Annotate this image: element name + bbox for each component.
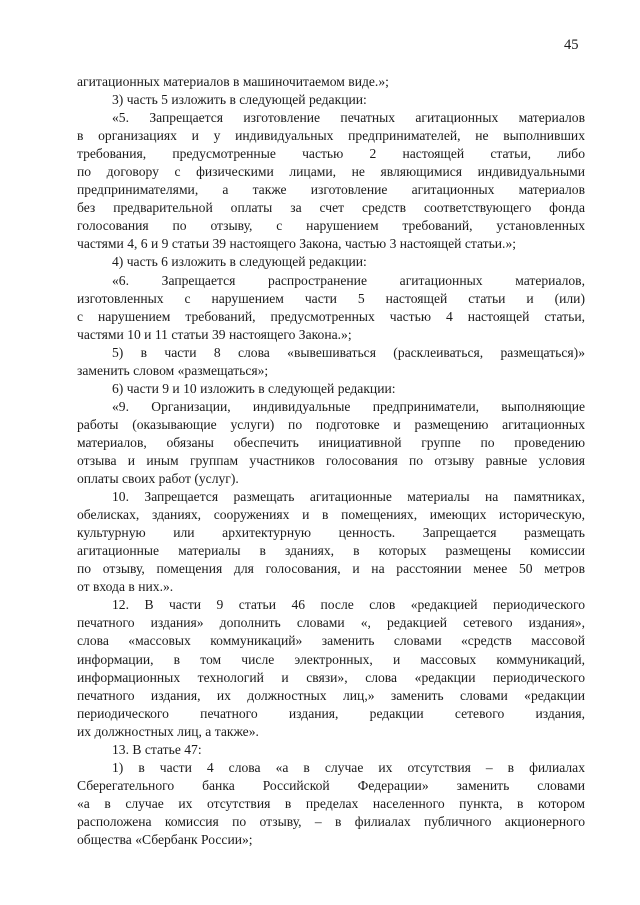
text-line: 1) в части 4 слова «а в случае их отсутствия – в филиалах bbox=[112, 759, 585, 775]
text-line: «6. Запрещается распространение агитационных материалов, bbox=[112, 272, 585, 288]
text-line: от входа в них.». bbox=[77, 579, 174, 595]
text-line: «а в случае их отсутствия в пределах населенного пункта, в котором bbox=[77, 795, 585, 811]
text-line: информации, в том числе электронных, и массовых коммуникаций, bbox=[77, 651, 585, 667]
text-line: по договору с физическими лицами, не являющимися индивидуальными bbox=[77, 164, 585, 180]
text-line: без предварительной оплаты за счет средств соответствующего фонда bbox=[77, 200, 585, 216]
text-line: 13. В статье 47: bbox=[112, 741, 202, 757]
page-number: 45 bbox=[564, 37, 579, 53]
text-line: оплаты своих работ (услуг). bbox=[77, 471, 239, 487]
text-line: по отзыву, помещения для голосования, и на расстоянии менее 50 метров bbox=[77, 561, 585, 577]
text-line: информационных технологий и связи», слова «редакции периодического bbox=[77, 669, 585, 685]
text-line: слова «массовых коммуникаций» заменить словами «средств массовой bbox=[77, 633, 585, 649]
document-body bbox=[77, 73, 585, 849]
text-line: 6) части 9 и 10 изложить в следующей редакции: bbox=[112, 380, 396, 396]
text-line: обелисках, зданиях, сооружениях и в помещениях, имеющих историческую, bbox=[77, 507, 585, 523]
text-line: культурную или архитектурную ценность. Запрещается размещать bbox=[77, 525, 585, 541]
text-line: расположена комиссия по отзыву, – в филиалах публичного акционерного bbox=[77, 813, 585, 829]
text-line: 12. В части 9 статьи 46 после слов «редакцией периодического bbox=[112, 597, 585, 613]
text-line: с нарушением требований, предусмотренных частью 4 настоящей статьи, bbox=[77, 308, 585, 324]
text-line: в организациях и у индивидуальных предпринимателей, не выполнивших bbox=[77, 128, 585, 144]
text-line: 10. Запрещается размещать агитационные материалы на памятниках, bbox=[112, 489, 585, 505]
text-line: 3) часть 5 изложить в следующей редакции: bbox=[112, 92, 367, 108]
text-line: печатного издания» дополнить словами «, редакцией сетевого издания», bbox=[77, 615, 585, 631]
text-line: печатного издания, их должностных лиц,» заменить словами «редакции bbox=[77, 687, 585, 703]
text-line: заменить словом «размещаться»; bbox=[77, 362, 269, 378]
text-line: изготовленных с нарушением части 5 настоящей статьи и (или) bbox=[77, 290, 585, 306]
text-line: частями 10 и 11 статьи 39 настоящего Закона.»; bbox=[77, 326, 352, 342]
text-line: работы (оказывающие услуги) по подготовке и размещению агитационных bbox=[77, 416, 585, 432]
text-line: агитационных материалов в машиночитаемом виде.»; bbox=[77, 74, 389, 89]
text-line: 5) в части 8 слова «вывешиваться (расклеиваться, размещаться)» bbox=[112, 344, 585, 360]
text-line: их должностных лиц, а также». bbox=[77, 723, 259, 739]
text-line: агитационные материалы в зданиях, в которых размещены комиссии bbox=[77, 543, 585, 559]
text-line: отзыва и иным группам участников голосования по отзыву равные условия bbox=[77, 452, 585, 468]
text-line: 4) часть 6 изложить в следующей редакции: bbox=[112, 254, 367, 270]
text-line: материалов, обязаны обеспечить инициативной группе по проведению bbox=[77, 434, 585, 450]
text-line: предпринимателями, а также изготовление агитационных материалов bbox=[77, 182, 585, 198]
text-line: Сберегательного банка Российской Федерации» заменить словами bbox=[77, 777, 585, 793]
text-line: голосования по отзыву, с нарушением требований, установленных bbox=[77, 218, 585, 234]
text-line: «9. Организации, индивидуальные предприниматели, выполняющие bbox=[112, 398, 585, 414]
text-line: общества «Сбербанк России»; bbox=[77, 831, 253, 847]
text-line: периодического печатного издания, редакции сетевого издания, bbox=[77, 705, 585, 721]
text-line: требования, предусмотренные частью 2 настоящей статьи, либо bbox=[77, 146, 585, 162]
text-line: частями 4, 6 и 9 статьи 39 настоящего Закона, частью 3 настоящей статьи.»; bbox=[77, 236, 517, 252]
text-line: «5. Запрещается изготовление печатных агитационных материалов bbox=[112, 110, 585, 126]
